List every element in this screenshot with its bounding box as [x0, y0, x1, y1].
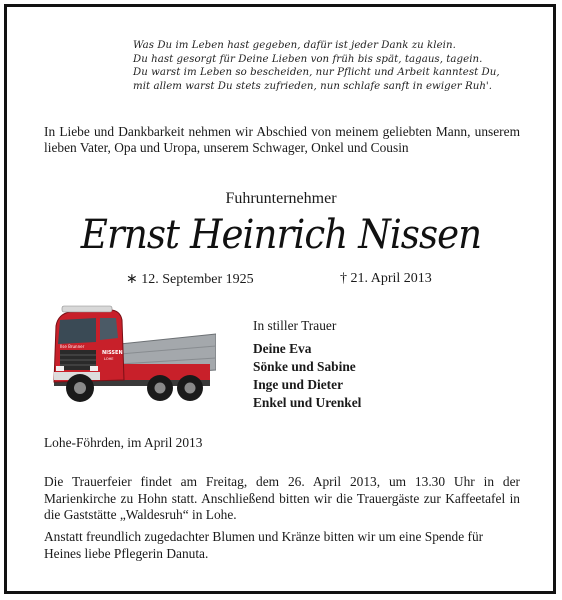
mourner: Inge und Dieter	[253, 377, 344, 392]
death-date: † 21. April 2013	[340, 271, 432, 286]
deceased-name: Ernst Heinrich Nissen	[80, 212, 482, 258]
funeral-notice: Die Trauerfeier findet am Freitag, dem 26. April 2013, um 13.30 Uhr in der Marienkirche zu Hohn statt. Anschließend bitten wir die Trauergäste zur Kaffeetafel in die Gaststätte „Waldesruh“ in Lohe.	[44, 474, 520, 523]
mourning-lead: In stiller Trauer	[253, 318, 337, 333]
poem-line: mit allem warst Du stets zufrieden, nun schlafe sanft in ewiger Ruh'.	[133, 80, 493, 92]
truck-cab-text: Ilse Brunner	[60, 344, 85, 349]
poem-line: Du hast gesorgt für Deine Lieben von früh bis spät, tagaus, tagein.	[133, 53, 483, 65]
mourner: Deine Eva	[253, 341, 312, 356]
truck-windshield	[58, 318, 96, 344]
intro-text: In Liebe und Dankbarkeit nehmen wir Abschied von meinem geliebten Mann, unserem lieben Vater, Opa und Uropa, unserem Schwager, Onkel und Cousin	[44, 124, 520, 156]
place-date: Lohe-Föhrden, im April 2013	[44, 435, 203, 450]
mourner: Enkel und Urenkel	[253, 395, 362, 410]
occupation: Fuhrunternehmer	[225, 190, 337, 207]
poem-line: Was Du im Leben hast gegeben, dafür ist jeder Dank zu klein.	[133, 40, 456, 51]
truck-side-sub: LOHE	[104, 357, 114, 361]
poem	[133, 39, 543, 93]
poem-line: Du warst im Leben so bescheiden, nur Pflicht und Arbeit kanntest Du,	[133, 67, 500, 79]
mourner: Sönke und Sabine	[253, 359, 356, 374]
dump-truck-image	[50, 304, 216, 410]
birth-date: ∗ 12. September 1925	[126, 272, 254, 287]
mourners-list	[253, 340, 361, 412]
truck-side-text: NISSEN	[102, 350, 123, 356]
donation-notice: Anstatt freundlich zugedachter Blumen und Kränze bitten wir um eine Spende für Heines liebe Pflegerin Danuta.	[44, 529, 484, 561]
